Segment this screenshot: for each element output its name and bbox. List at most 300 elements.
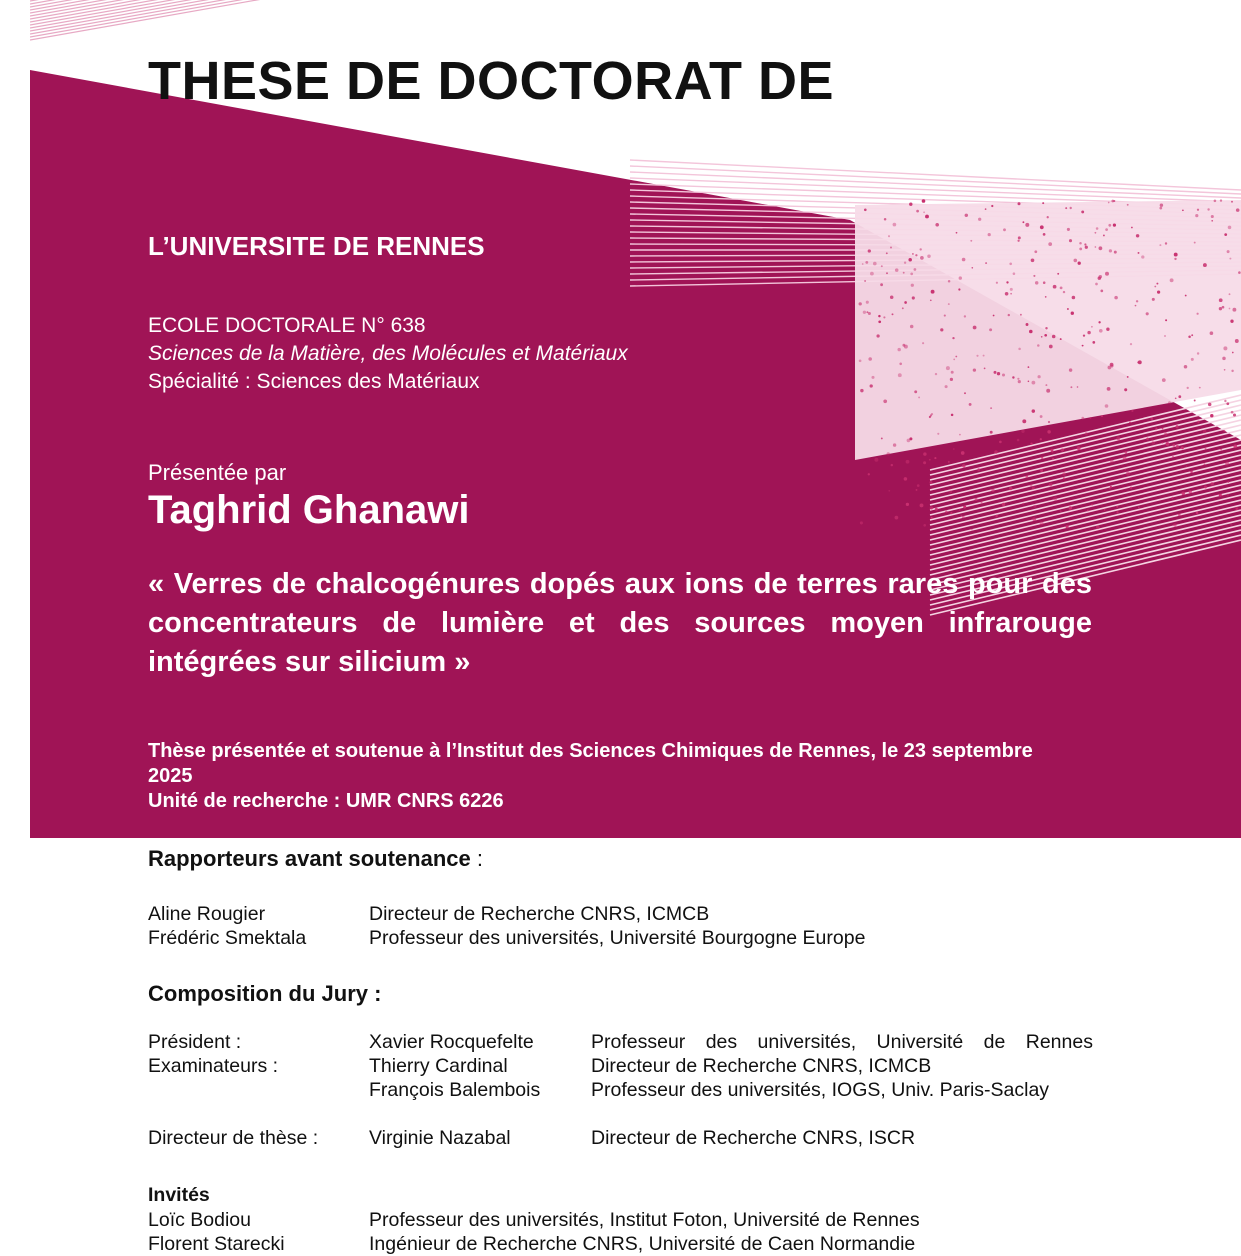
pattern-dot <box>910 273 913 276</box>
pattern-dot <box>934 457 936 459</box>
pattern-dot <box>1229 258 1231 260</box>
pattern-dot <box>1053 497 1057 501</box>
pattern-dot <box>1168 401 1171 404</box>
pattern-dot <box>950 512 952 514</box>
pattern-dot <box>1232 308 1236 312</box>
pattern-dot <box>1017 240 1019 242</box>
pattern-dot <box>1152 298 1155 301</box>
pattern-dot <box>930 299 932 301</box>
pattern-dot <box>1028 366 1030 368</box>
pattern-dot <box>996 282 998 284</box>
pattern-dot <box>923 452 926 455</box>
pattern-dot <box>1162 378 1166 382</box>
pattern-dot <box>1020 314 1022 316</box>
pattern-dot <box>1083 334 1085 336</box>
pattern-dot <box>1135 305 1137 307</box>
pattern-dot <box>999 441 1002 444</box>
pattern-dot <box>1040 225 1044 229</box>
pattern-dot <box>935 508 938 511</box>
pattern-dot <box>1060 510 1062 512</box>
pattern-dot <box>1108 224 1111 227</box>
pattern-dot <box>923 461 926 464</box>
university-name: L’UNIVERSITE DE RENNES <box>148 231 485 261</box>
pattern-dot <box>912 296 915 299</box>
pattern-dot <box>1205 448 1207 450</box>
pattern-dot <box>1238 271 1241 274</box>
pattern-dot <box>915 254 917 256</box>
pattern-dot <box>988 233 991 236</box>
pattern-dot <box>902 307 904 309</box>
pattern-dot <box>985 262 987 264</box>
pattern-dot <box>893 443 896 446</box>
pattern-dot <box>878 320 881 323</box>
examiners-label: Examinateurs : <box>148 1055 279 1077</box>
pattern-dot <box>920 248 922 250</box>
pattern-dot <box>1146 438 1149 441</box>
pattern-dot <box>1116 437 1120 441</box>
pattern-dot <box>1178 395 1181 398</box>
pattern-dot <box>1040 415 1043 418</box>
president-role-word: Université <box>876 1031 964 1053</box>
pattern-dot <box>880 283 883 286</box>
pattern-dot <box>1041 336 1043 338</box>
pattern-dot <box>944 315 946 317</box>
pattern-dot <box>1079 248 1082 251</box>
pattern-dot <box>1166 442 1170 446</box>
pattern-dot <box>1042 202 1044 204</box>
pattern-dot <box>1195 214 1198 217</box>
pattern-dot <box>1065 207 1067 209</box>
president-role-word: Professeur <box>591 1031 686 1053</box>
pattern-dot <box>1041 456 1043 458</box>
pattern-dot <box>1129 422 1131 424</box>
pattern-dot <box>920 503 924 507</box>
pattern-dot <box>970 240 972 242</box>
pattern-dot <box>1040 438 1042 440</box>
pattern-dot <box>1165 319 1167 321</box>
pattern-dot <box>1235 507 1238 510</box>
pattern-dot <box>1108 202 1110 204</box>
pattern-dot <box>1089 417 1091 419</box>
pattern-dot <box>1174 258 1176 260</box>
pattern-dot <box>1030 443 1032 445</box>
pattern-dot <box>1047 430 1050 433</box>
pattern-dot <box>904 477 908 481</box>
director-role: Directeur de Recherche CNRS, ISCR <box>591 1127 916 1149</box>
pattern-dot <box>980 501 982 503</box>
pattern-dot <box>1096 227 1099 230</box>
pattern-dot <box>1017 439 1020 442</box>
pattern-dot <box>1061 448 1064 451</box>
pattern-dot <box>1236 208 1240 212</box>
pattern-dot <box>1066 525 1069 528</box>
pattern-dot <box>863 311 866 314</box>
pattern-dot <box>1033 505 1036 508</box>
pattern-dot <box>1154 286 1156 288</box>
pattern-dot <box>1071 312 1074 315</box>
pattern-dot <box>1172 444 1175 447</box>
pattern-dot <box>1026 323 1029 326</box>
pattern-dot <box>1073 259 1077 263</box>
jury-heading: Composition du Jury : <box>148 981 382 1006</box>
pattern-dot <box>909 437 912 440</box>
pattern-dot <box>1186 465 1188 467</box>
pattern-dot <box>1227 494 1229 496</box>
pattern-dot <box>971 267 973 269</box>
pattern-dot <box>953 448 955 450</box>
pattern-dot <box>1060 287 1063 290</box>
pattern-dot <box>1188 335 1191 338</box>
pattern-dot <box>1189 490 1192 493</box>
pattern-dot <box>883 399 887 403</box>
pattern-dot <box>991 205 993 207</box>
pattern-dot <box>1160 203 1163 206</box>
pattern-dot <box>1087 331 1090 334</box>
pattern-dot <box>1220 449 1222 451</box>
pattern-dot <box>1035 281 1038 284</box>
pattern-dot <box>1085 432 1088 435</box>
pattern-dot <box>1224 369 1226 371</box>
pattern-dot <box>1196 512 1199 515</box>
pattern-dot <box>975 498 978 501</box>
pattern-dot <box>930 414 932 416</box>
reviewer-name: Frédéric Smektala <box>148 927 307 949</box>
pattern-dot <box>1003 228 1006 231</box>
pattern-dot <box>1037 344 1040 347</box>
pattern-dot <box>1141 255 1144 258</box>
pattern-dot <box>1227 250 1230 253</box>
pattern-dot <box>868 357 872 361</box>
pattern-dot <box>1048 421 1050 423</box>
pattern-dot <box>1113 223 1116 226</box>
pattern-dot <box>1002 503 1005 506</box>
pattern-dot <box>1072 296 1076 300</box>
pattern-dot <box>1084 243 1086 245</box>
pattern-dot <box>977 468 980 471</box>
pattern-dot <box>1081 417 1084 420</box>
pattern-dot <box>1235 339 1239 343</box>
pattern-dot <box>973 368 976 371</box>
pattern-dot <box>1159 207 1162 210</box>
pattern-dot <box>1105 228 1108 231</box>
pattern-dot <box>1229 308 1231 310</box>
pattern-dot <box>1069 239 1072 242</box>
pattern-dot <box>1049 345 1053 349</box>
pattern-dot <box>1182 209 1184 211</box>
pattern-dot <box>1138 360 1142 364</box>
pattern-dot <box>1031 258 1035 262</box>
pattern-dot <box>1110 460 1113 463</box>
pattern-dot <box>925 215 929 219</box>
guest-name: Loïc Bodiou <box>148 1209 251 1231</box>
pattern-dot <box>985 208 987 210</box>
decorative-pattern <box>30 0 1241 838</box>
pattern-dot <box>1159 244 1161 246</box>
pattern-dot <box>1060 338 1062 340</box>
pattern-dot <box>1096 525 1100 529</box>
pattern-dot <box>860 521 863 524</box>
pattern-dot <box>1069 368 1072 371</box>
pattern-dot <box>1157 291 1160 294</box>
pattern-dot <box>1009 263 1012 266</box>
pattern-dot <box>1022 221 1024 223</box>
pattern-dot <box>923 211 925 213</box>
pattern-dot <box>945 511 947 513</box>
pattern-dot <box>1219 307 1222 310</box>
pattern-dot <box>1101 415 1103 417</box>
pattern-dot <box>956 232 958 234</box>
pattern-dot <box>950 378 953 381</box>
defense-line: Thèse présentée et soutenue à l’Institut des Sciences Chimiques de Rennes, le 23 septembre 2025 <box>148 740 1033 787</box>
pattern-dot <box>1109 249 1112 252</box>
pattern-dot <box>1116 511 1118 513</box>
pattern-dot <box>993 315 995 317</box>
pattern-dot <box>1032 381 1036 385</box>
pattern-dot <box>883 316 885 318</box>
pattern-dot <box>868 312 871 315</box>
pattern-dot <box>965 214 968 217</box>
pattern-dot <box>1114 296 1118 300</box>
pattern-dot <box>895 268 899 272</box>
pattern-dot <box>1047 216 1049 218</box>
pattern-dot <box>1114 251 1117 254</box>
pattern-dot <box>1171 497 1173 499</box>
pattern-dot <box>927 255 930 258</box>
pattern-dot <box>1018 202 1021 205</box>
pattern-dot <box>914 390 917 393</box>
pattern-dot <box>1079 242 1082 245</box>
pattern-dot <box>1123 456 1127 460</box>
pattern-dot <box>1049 483 1053 487</box>
pattern-dot <box>1130 343 1132 345</box>
pattern-dot <box>862 263 864 265</box>
pattern-dot <box>908 258 912 262</box>
pattern-dot <box>884 218 887 221</box>
pattern-dot <box>1010 288 1013 291</box>
pattern-dot <box>1162 442 1164 444</box>
pattern-dot <box>983 355 985 357</box>
pattern-dot <box>868 249 871 252</box>
pattern-dot <box>959 434 961 436</box>
pattern-dot <box>952 337 954 339</box>
pattern-dot <box>1005 292 1009 296</box>
pattern-dot <box>1099 275 1102 278</box>
pattern-dot <box>937 433 939 435</box>
pattern-dot <box>1095 246 1097 248</box>
pattern-dot <box>1018 236 1021 239</box>
pattern-dot <box>1152 441 1155 444</box>
pattern-dot <box>1208 403 1212 407</box>
pattern-dot <box>881 437 883 439</box>
pattern-dot <box>1124 469 1126 471</box>
pattern-dot <box>1219 494 1222 497</box>
pattern-dot <box>1081 210 1084 213</box>
pattern-dot <box>871 376 874 379</box>
pattern-dot <box>904 262 906 264</box>
pattern-dot <box>1178 514 1181 517</box>
thesis-title: « Verres de chalcogénures dopés aux ions de terres rares pour des concentrateurs de lumière et des sources moyen infrarouge intégrées sur silicium » <box>148 568 1092 678</box>
pattern-dot <box>1022 503 1024 505</box>
specialty: Spécialité : Sciences des Matériaux <box>148 370 480 393</box>
pattern-dot <box>1002 373 1005 376</box>
pattern-dot <box>935 373 937 375</box>
pattern-dot <box>1187 387 1189 389</box>
guest-name: Florent Starecki <box>148 1233 285 1255</box>
pattern-dot <box>903 272 905 274</box>
pattern-dot <box>922 342 924 344</box>
pattern-dot <box>961 515 963 517</box>
pattern-dot <box>990 407 992 409</box>
pattern-dot <box>895 516 899 520</box>
pattern-dot <box>1231 370 1233 372</box>
reviewers-heading-text: Rapporteurs avant soutenance <box>148 846 471 871</box>
pattern-dot <box>1136 234 1139 237</box>
pattern-dot <box>973 326 977 330</box>
pattern-dot <box>1214 200 1217 203</box>
pattern-dot <box>962 258 966 262</box>
pattern-dot <box>1100 290 1103 293</box>
research-unit: Unité de recherche : UMR CNRS 6226 <box>148 790 504 812</box>
pattern-dot <box>1210 414 1213 417</box>
pattern-dot <box>1222 306 1225 309</box>
pattern-dot <box>1231 201 1233 203</box>
pattern-dot <box>1219 298 1223 302</box>
pattern-dot <box>865 261 868 264</box>
pattern-dot <box>969 403 972 406</box>
pattern-dot <box>912 253 914 255</box>
pattern-dot <box>1190 470 1193 473</box>
pattern-dot <box>1229 293 1231 295</box>
pattern-dot <box>1018 348 1021 351</box>
pattern-dot <box>1032 486 1035 489</box>
pattern-dot <box>1010 293 1012 295</box>
pattern-dot <box>1017 378 1019 380</box>
pattern-dot <box>959 276 962 279</box>
pattern-dot <box>887 452 890 455</box>
pattern-dot <box>961 451 965 455</box>
pattern-dot <box>916 489 918 491</box>
pattern-dot <box>1104 509 1106 511</box>
pattern-dot <box>1138 507 1140 509</box>
pattern-dot <box>963 505 966 508</box>
pattern-dot <box>1043 281 1046 284</box>
pattern-dot <box>1204 486 1207 489</box>
pattern-dot <box>945 385 948 388</box>
pattern-dot <box>1231 411 1234 414</box>
pattern-dot <box>1070 386 1072 388</box>
president-role-word: des <box>705 1031 738 1053</box>
pattern-dot <box>898 373 902 377</box>
pattern-dot <box>899 363 902 366</box>
pattern-dot <box>1173 523 1176 526</box>
pattern-dot <box>1164 433 1167 436</box>
pattern-dot <box>1028 380 1030 382</box>
pattern-dot <box>881 265 883 267</box>
examiner-name: Thierry Cardinal <box>369 1055 508 1077</box>
pattern-dot <box>1008 314 1010 316</box>
pattern-dot <box>1107 387 1111 391</box>
pattern-dot <box>958 288 960 290</box>
pattern-dot <box>1043 233 1046 236</box>
pattern-dot <box>1091 504 1093 506</box>
pattern-dot <box>935 223 939 227</box>
pattern-dot <box>1222 357 1226 361</box>
pattern-dot <box>1078 262 1081 265</box>
pattern-dot <box>1124 388 1127 391</box>
school-name: Sciences de la Matière, des Molécules et Matériaux <box>148 342 628 365</box>
pattern-dot <box>868 473 870 475</box>
pattern-dot <box>971 529 973 531</box>
pattern-dot <box>1006 281 1008 283</box>
pattern-dot <box>940 328 943 331</box>
pattern-dot <box>1197 421 1199 423</box>
pattern-dot <box>1091 326 1093 328</box>
pattern-dot <box>1197 352 1199 354</box>
pattern-dot <box>1085 246 1088 249</box>
pattern-dot <box>1063 291 1065 293</box>
examiner-name: François Balembois <box>369 1079 541 1101</box>
pattern-dot <box>1228 481 1230 483</box>
pattern-dot <box>904 301 907 304</box>
pattern-dot <box>1106 328 1109 331</box>
pattern-dot <box>1087 509 1089 511</box>
pattern-dot <box>859 359 862 362</box>
pattern-dot <box>951 414 954 417</box>
pattern-dot <box>1034 250 1037 253</box>
pattern-dot <box>859 302 862 305</box>
pattern-dot <box>1127 204 1129 206</box>
pattern-dot <box>1009 487 1012 490</box>
pattern-dot <box>897 348 900 351</box>
president-name: Xavier Rocquefelte <box>369 1031 534 1053</box>
pattern-dot <box>1094 232 1096 234</box>
pattern-dot <box>1211 220 1213 222</box>
pattern-dot <box>1233 413 1236 416</box>
pattern-dot <box>911 284 914 287</box>
pattern-dot <box>949 490 952 493</box>
pattern-dot <box>1223 346 1227 350</box>
pattern-dot <box>930 506 933 509</box>
pattern-dot <box>1012 376 1014 378</box>
pattern-dot <box>874 458 878 462</box>
director-label: Directeur de thèse : <box>148 1127 319 1149</box>
pattern-dot <box>955 356 957 358</box>
pattern-dot <box>984 368 986 370</box>
president-label: Président : <box>148 1031 242 1053</box>
pattern-dot <box>1176 425 1179 428</box>
pattern-dot <box>929 481 932 484</box>
pattern-dot <box>1146 312 1149 315</box>
pattern-dot <box>1203 430 1206 433</box>
pattern-dot <box>1044 334 1047 337</box>
pattern-dot <box>1156 283 1158 285</box>
pattern-dot <box>929 459 931 461</box>
pattern-dot <box>1053 285 1057 289</box>
pattern-dot <box>1067 308 1069 310</box>
pattern-dot <box>948 461 950 463</box>
pattern-dot <box>1230 320 1233 323</box>
pattern-dot <box>962 464 966 468</box>
pattern-dot <box>1204 463 1206 465</box>
pattern-dot <box>964 315 966 317</box>
pattern-dot <box>1170 278 1174 282</box>
pattern-dot <box>962 516 965 519</box>
pattern-dot <box>886 272 888 274</box>
author-name: Taghrid Ghanawi <box>148 488 470 532</box>
pattern-dot <box>1220 199 1222 201</box>
pattern-dot <box>1099 246 1103 250</box>
president-role <box>591 1031 1093 1054</box>
